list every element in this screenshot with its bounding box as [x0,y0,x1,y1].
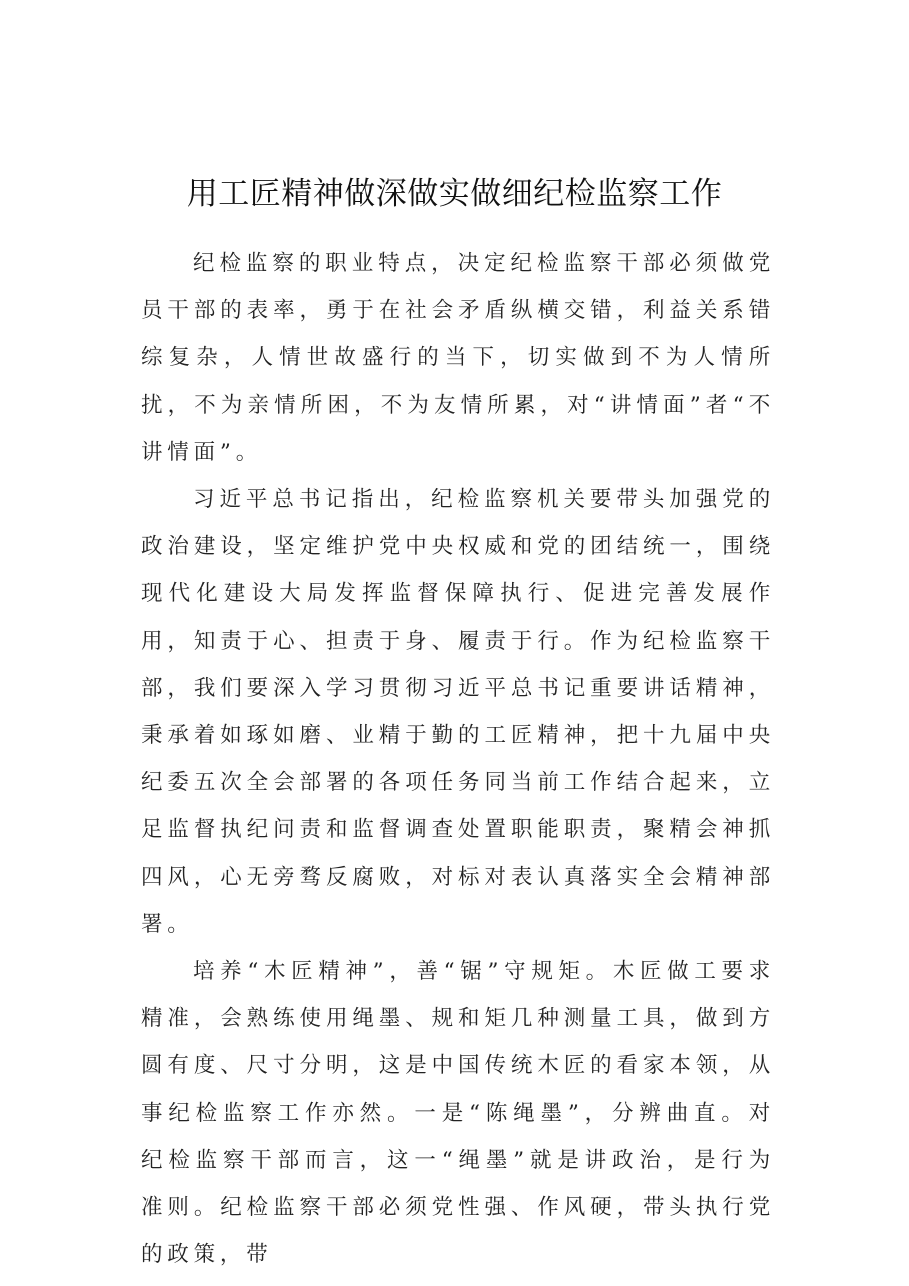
paragraph-1: 纪检监察的职业特点，决定纪检监察干部必须做党员干部的表率，勇于在社会矛盾纵横交错，利益关系错综复杂，人情世故盛行的当下，切实做到不为人情所扰，不为亲情所困，不为友情所累，对“讲情面”者“不讲情面”。 [141,251,775,465]
document-body [141,240,775,1278]
document-title: 用工匠精神做深做实做细纪检监察工作 [186,176,723,212]
paragraph-3: 培养“木匠精神”，善“锯”守规矩。木匠做工要求精准，会熟练使用绳墨、规和矩几种测量工具，做到方圆有度、尺寸分明，这是中国传统木匠的看家本领，从事纪检监察工作亦然。一是“陈绳墨”，分辨曲直。对纪检监察干部而言，这一“绳墨”就是讲政治，是行为准则。纪检监察干部必须党性强、作风硬，带头执行党的政策，带 [141,959,775,1268]
paragraph-2: 习近平总书记指出，纪检监察机关要带头加强党的政治建设，坚定维护党中央权威和党的团结统一，围绕现代化建设大局发挥监督保障执行、促进完善发展作用，知责于心、担责于身、履责于行。作为纪检监察干部，我们要深入学习贯彻习近平总书记重要讲话精神，秉承着如琢如磨、业精于勤的工匠精神，把十九届中央纪委五次全会部署的各项任务同当前工作结合起来，立足监督执纪问责和监督调查处置职能职责，聚精会神抓四风，心无旁骛反腐败，对标对表认真落实全会精神部署。 [141,487,775,937]
